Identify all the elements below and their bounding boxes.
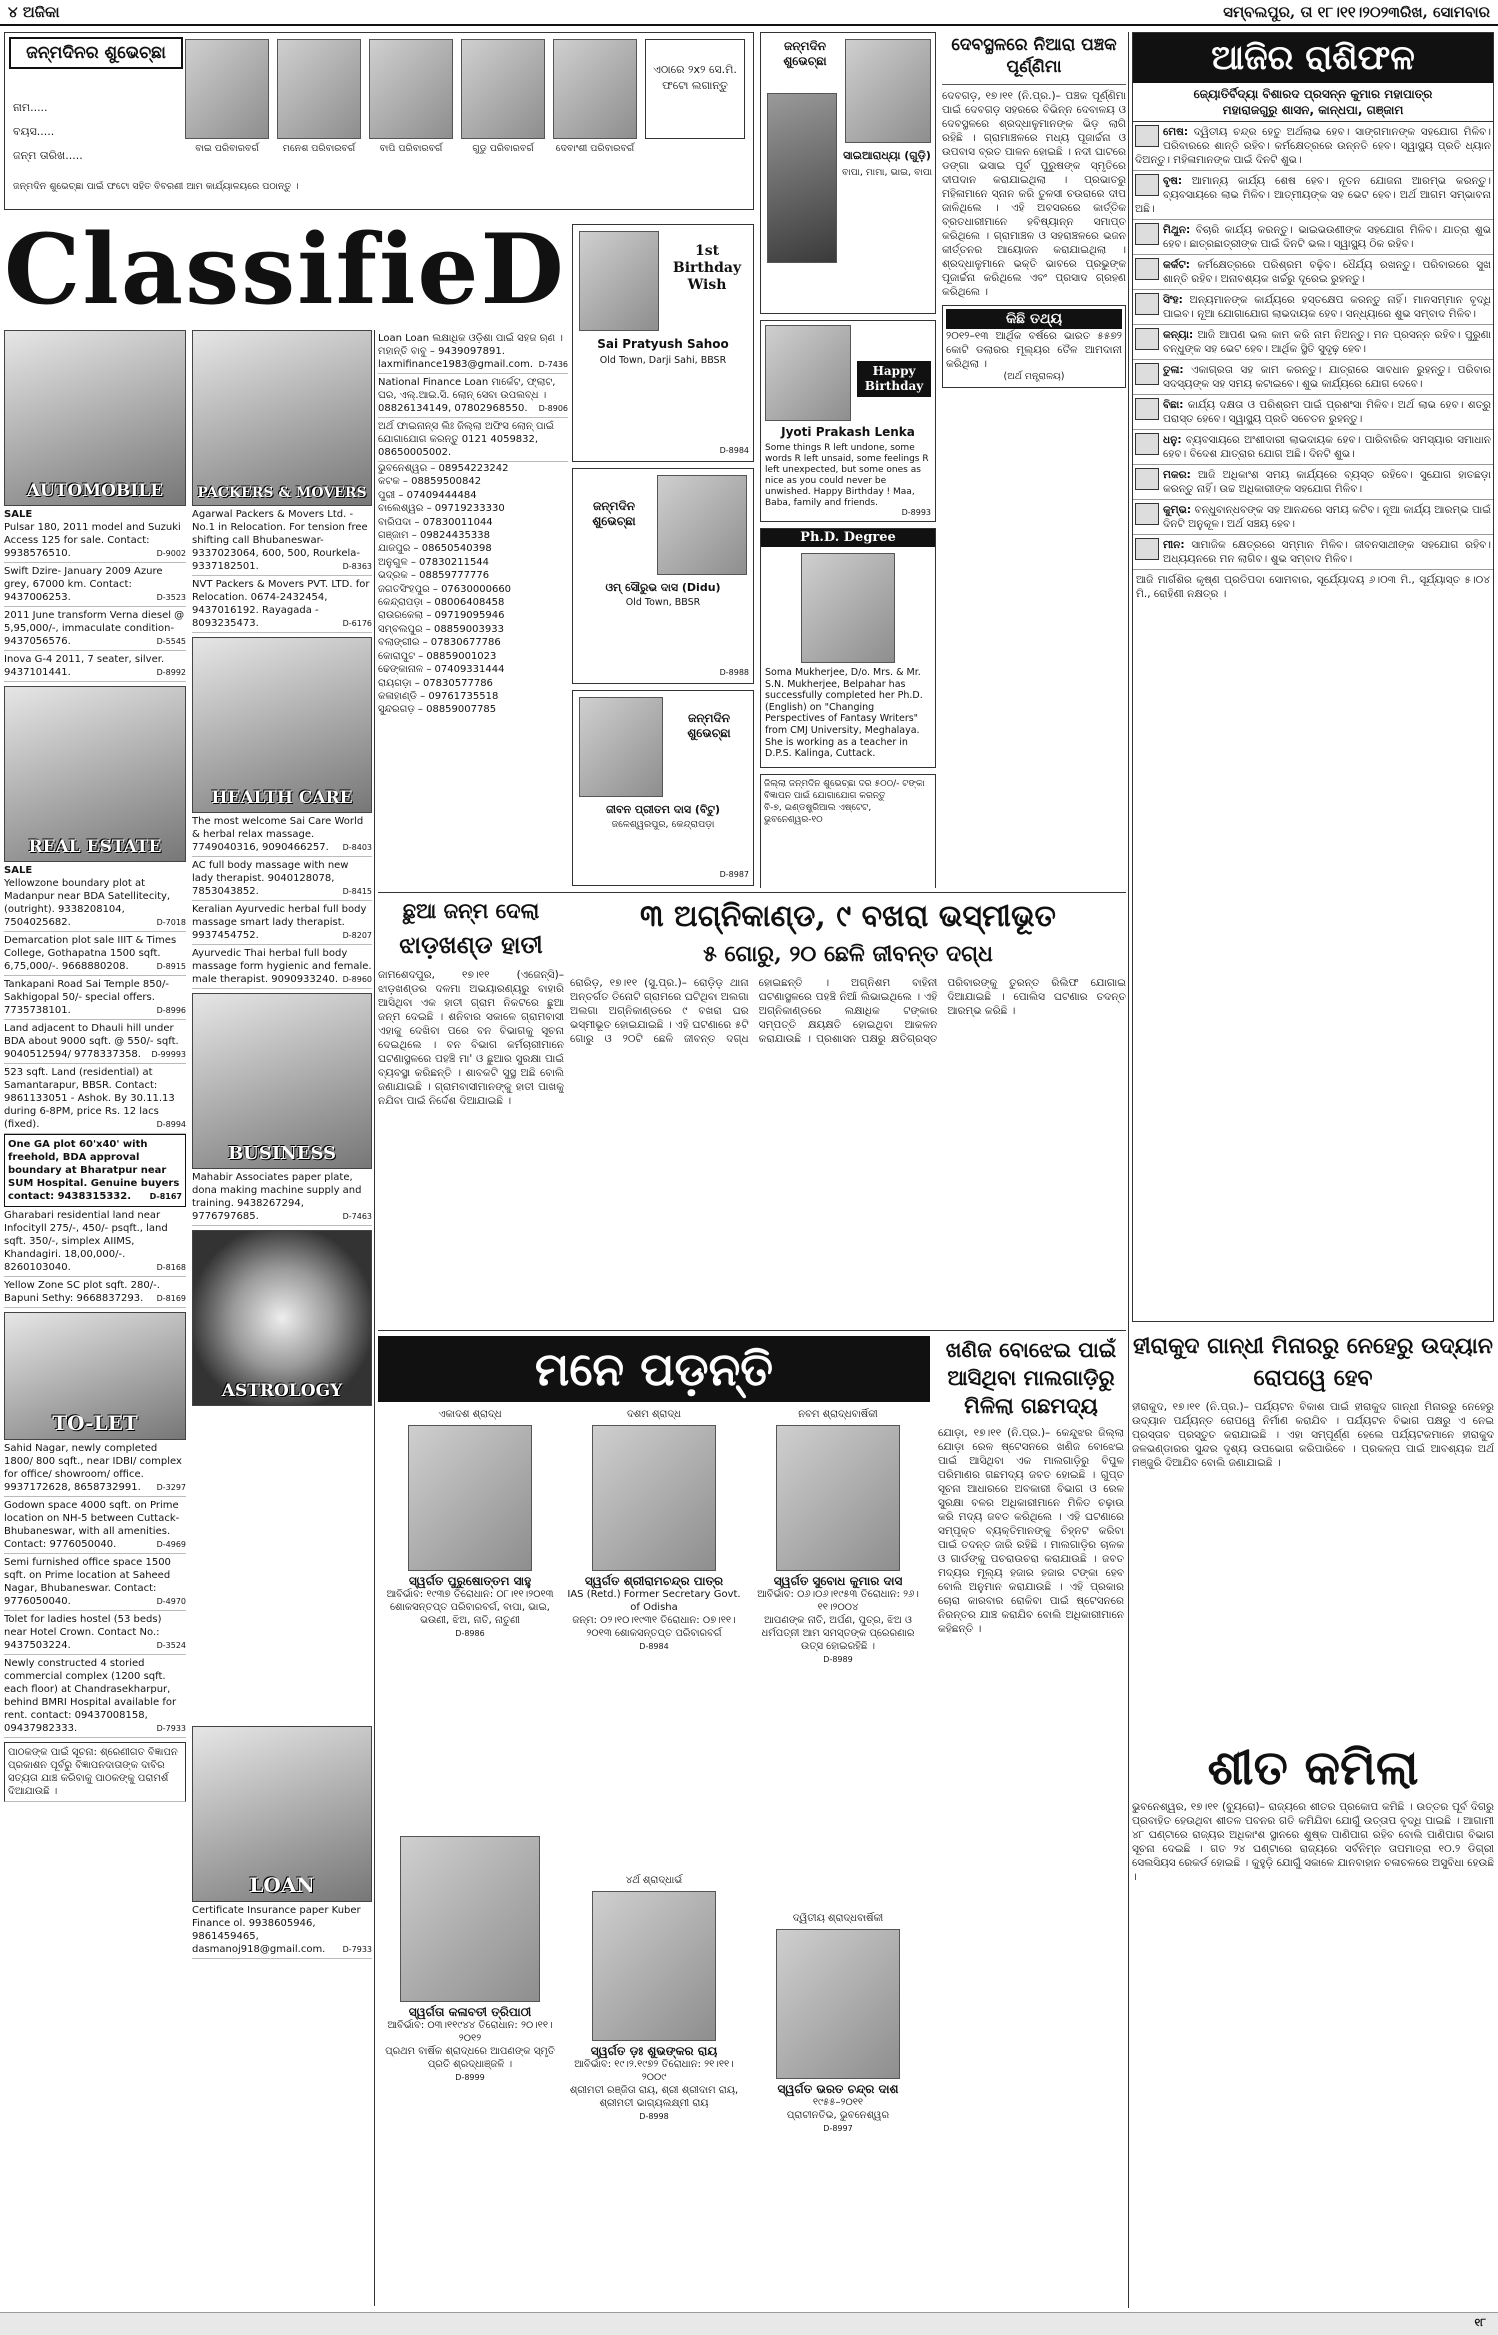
birthday-wishes-column	[572, 224, 754, 888]
city-row: ଭଦ୍ରକ – 08859777776	[378, 570, 490, 582]
ad-item: Tankapani Road Sai Temple 850/- Sakhigopal 50/- special offers. 7735738101. D-8996	[4, 976, 186, 1020]
ad-item: National Finance Loan ମାର୍କେଟ, ଫ୍ଲାଟ, ଘର, ଏଲ୍.ଆଇ.ସି. ଲୋନ୍ ସେବା ଉପଲବ୍ଧ । 08826134149, 07802968550. D-8906	[378, 374, 568, 418]
wish-label: 1st Birthday Wish	[672, 243, 742, 293]
flower-art	[767, 93, 837, 263]
city-row: କଟକ – 08859500842	[378, 476, 482, 488]
wish-message: Some things R left undone, some words R left unsaid, some feelings R left unexpected, but some ones as nice as you could never be unwished. Happy Birthday ! Maa, Baba, family and friends.	[765, 443, 929, 508]
rashi-leo: ସିଂହ: ଅନ୍ୟମାନଙ୍କ କାର୍ଯ୍ୟରେ ହସ୍ତକ୍ଷେପ କରନ୍ତୁ ନାହିଁ। ମାନସମ୍ମାନ ବୃଦ୍ଧି ପାଇବ। ନୂଆ ଯୋଗାଯୋଗ ଲାଭଦାୟକ ହେବ। ସନ୍ଧ୍ୟାରେ ଶୁଭ ସମ୍ବାଦ ମିଳିବ।	[1133, 290, 1493, 325]
city-row: କେନ୍ଦ୍ରାପଡ଼ା – 08006408458	[378, 597, 505, 609]
story-fire	[570, 896, 1126, 1326]
memoriam-name: ସ୍ୱର୍ଗତ ଶ୍ରୀରାମଚନ୍ଦ୍ର ପାତ୍ର	[584, 1574, 724, 1588]
form-field-name[interactable]: ନାମ.....	[13, 101, 48, 114]
ad-item: Keralian Ayurvedic herbal full body massage smart lady therapist. 9937454752. D-8207	[192, 901, 372, 945]
wish-card-3	[572, 690, 754, 886]
ad-item: Tolet for ladies hostel (53 beds) near Hotel Crown. Contact No.: 9437503224. D-3524	[4, 1611, 186, 1655]
form-field-dob[interactable]: ଜନ୍ମ ତାରିଖ.....	[13, 149, 83, 162]
story-title: ଶୀତ କମିଲା	[1207, 1740, 1419, 1796]
page-number-label: ୪ ଅଜିକା	[8, 3, 60, 21]
memoriam-person: ୪ର୍ଥ ଶ୍ରାଦ୍ଧାର୍ଭ ସ୍ୱର୍ଗତ ଡ଼ଃ ଶୁଭଙ୍କର ରାୟ ଆବିର୍ଭାବ: ୧୯।୨.୧୯୭୨ ତିରୋଧାନ: ୨୧।୧୧।୨୦୦୯ ଶ୍ରୀମତୀ ରଞ୍ଜିତା ରାୟ, ଶ୍ରୀ ଶ୍ରୀଦାମ ରାୟ, ଶ୍ରୀମତୀ ଭାଗ୍ୟଲକ୍ଷ୍ମୀ ରାୟ D-8998	[566, 1874, 742, 2123]
rashi-virgo: କନ୍ୟା: ଆଜି ଆପଣ ଭଲ କାମ କରି ନାମ ନିଅନ୍ତୁ। ମନ ପ୍ରସନ୍ନ ରହିବ। ପୁରୁଣା ବନ୍ଧୁଙ୍କ ସହ ଭେଟ ହେବ। ଆର୍ଥିକ ସ୍ଥିତି ସୁଦୃଢ଼ ହେବ।	[1133, 325, 1493, 360]
wish-code: D-8984	[719, 445, 749, 455]
fact-box-title: କିଛି ତଥ୍ୟ	[946, 309, 1122, 329]
wish-photo	[579, 697, 663, 797]
story-title: ୩ ଅଗ୍ନିକାଣ୍ଡ, ୯ ବଖରା ଭସ୍ମୀଭୂତ	[640, 899, 1056, 934]
phd-title: Ph.D. Degree	[761, 529, 935, 547]
column-rule	[374, 330, 375, 2306]
story-paddy	[942, 32, 1126, 852]
story-cold	[1132, 1736, 1494, 2306]
gemini-icon	[1135, 223, 1159, 245]
wish-photo	[657, 475, 747, 575]
rate-line: ଜିଲ୍ଲା ଜନ୍ମଦିନ ଶୁଭେଚ୍ଛା ଦର ୫୦୦/- ଟଙ୍କା	[764, 779, 925, 789]
caption-3: ବାପି ପରିବାରବର୍ଗ	[379, 143, 443, 154]
ad-item: Swift Dzire- January 2009 Azure grey, 67000 km. Contact: 9437006253. D-3523	[4, 563, 186, 607]
category-to-let: TO-LET	[4, 1312, 186, 1440]
wish-name: ଜୀବନ ପ୍ରୀତମ ଦାସ (ବିଟୁ)	[605, 803, 721, 816]
memoriam-person: ନବମ ଶ୍ରାଦ୍ଧବାର୍ଷିକୀ ସ୍ୱର୍ଗତ ସୁବୋଧ କୁମାର ଦାସ ଆବିର୍ଭାବ: ୦୬।୦୬।୧୯୫୩ ତିରୋଧାନ: ୨୬।୧୧।୨୦୦୪ ଆପଣଙ୍କ ନାତି, ଅର୍ପଣ, ପୁତ୍ର, ଝିଅ ଓ ଧର୍ମପତ୍ନୀ ଆମ ସମସ୍ତଙ୍କ ପ୍ରେରଣାର ଉତ୍ସ ହୋଇରହିଛି । D-8989	[750, 1408, 926, 1666]
birthday-form-note: ଜନ୍ମଦିନ ଶୁଭେଚ୍ଛା ପାଇଁ ଫଟୋ ସହିତ ବିବରଣୀ ଆମ କାର୍ଯ୍ୟାଳୟରେ ପଠାନ୍ତୁ ।	[13, 181, 299, 192]
wish-code: D-8993	[901, 507, 931, 517]
ad-item: AC full body massage with new lady therapist. 9040128078, 7853043852. D-8415	[192, 857, 372, 901]
memoriam-person: ଦ୍ୱିତୀୟ ଶ୍ରାଦ୍ଧବାର୍ଷିକୀ ସ୍ୱର୍ଗତ ଭରତ ଚନ୍ଦ୍ର ଦାଶ ୧୯୫୫–୨୦୧୧ ପ୍ରାଚୀନତିଭ, ଭୁବନେଶ୍ୱର D-8997	[750, 1912, 926, 2135]
wish-place: ବାପା, ମାମା, ଭାଇ, ବାପା	[841, 167, 933, 178]
sagittarius-icon	[1135, 433, 1159, 455]
fact-box-body: ୨୦୧୨–୧୩ ଆର୍ଥିକ ବର୍ଷରେ ଭାରତ ୫୫୭୨ କୋଟି ଡଲାରର ମୂଲ୍ୟର ତୈଳ ଆମଦାନୀ କରିଥିଲା ।	[946, 330, 1122, 370]
story-body: ହୀରାକୁଦ, ୧୭।୧୧ (ନି.ପ୍ର.)– ପର୍ଯ୍ୟଟନ ବିକାଶ ପାଇଁ ହୀରାକୁଦ ଗାନ୍ଧୀ ମିନାରରୁ ନେହେରୁ ଉଦ୍ୟାନ ପର୍ଯ୍ୟନ୍ତ ରୋପୱେ ନିର୍ମାଣ କରାଯିବ । ପର୍ଯ୍ୟଟନ ବିଭାଗ ପକ୍ଷରୁ ଏ ନେଇ ପ୍ରସ୍ତାବ ପ୍ରସ୍ତୁତ କରାଯାଇଛି । ଏହା ସମ୍ପୂର୍ଣ୍ଣ ହେଲେ ପର୍ଯ୍ୟଟକମାନେ ହୀରାକୁଦ ଜଳଭଣ୍ଡାରର ସୁନ୍ଦର ଦୃଶ୍ୟ ଉପଭୋଗ କରିପାରିବେ । ପ୍ରକଳ୍ପ ପାଇଁ ଆବଶ୍ୟକ ଅର୍ଥ ମଞ୍ଜୁରି ଦିଆଯିବ ବୋଲି ଜଣାଯାଇଛି ।	[1132, 1401, 1494, 1469]
rashi-capricorn: ମକର: ଆଜି ଅଧିକାଂଶ ସମୟ କାର୍ଯ୍ୟରେ ବ୍ୟସ୍ତ ରହିବେ। ସୁଯୋଗ ହାତଛଡ଼ା କରନ୍ତୁ ନାହିଁ। ଉଚ୍ଚ ଅଧିକାରୀଙ୍କ ସହଯୋଗ ମିଳିବ।	[1133, 465, 1493, 500]
cancer-icon	[1135, 258, 1159, 280]
city-row: ବାଲେଶ୍ୱର – 09719233330	[378, 503, 505, 515]
section-rule	[378, 892, 1126, 893]
ad-item: The most welcome Sai Care World & herbal relax massage. 7749040316, 9090466257. D-8403	[192, 813, 372, 857]
wish-name: Jyoti Prakash Lenka	[781, 425, 915, 439]
wish-photo	[765, 325, 851, 421]
column-rule	[1128, 32, 1129, 2308]
ad-item: SALE Yellowzone boundary plot at Madanpur near BDA Satellitecity, (outright). 9338208104, 7504025682. D-7018	[4, 862, 186, 932]
story-body: ଯୋଡ଼ା, ୧୭।୧୧ (ନି.ପ୍ର.)– କେନ୍ଦୁଝର ଜିଲ୍ଲା ଯୋଡ଼ା ରେଳ ଷ୍ଟେସନରେ ଖଣିଜ ବୋଝେଇ ପାଇଁ ଆସିଥିବା ଏକ ମାଲଗାଡ଼ିରୁ ବିପୁଳ ପରିମାଣର ଗଛମଦ୍ୟ ଜବତ ହୋଇଛି । ଗୁପ୍ତ ସୂଚନା ଆଧାରରେ ଅବକାରୀ ବିଭାଗ ଓ ରେଳ ସୁରକ୍ଷା ବଳର ଅଧିକାରୀମାନେ ମିଳିତ ଚଢ଼ାଉ କରି ମଦ୍ୟ ଜବତ କରିଥିଲେ । ଏହି ଘଟଣାରେ ସମ୍ପୃକ୍ତ ବ୍ୟକ୍ତିମାନଙ୍କୁ ଚିହ୍ନଟ କରିବା ପାଇଁ ତଦନ୍ତ ଜାରି ରହିଛି । ମାଲଗାଡ଼ିର ଚାଳକ ଓ ଗାର୍ଡଙ୍କୁ ପଚରାଉଚରା କରାଯାଉଛି । ଜବତ ମଦ୍ୟର ମୂଲ୍ୟ ହଜାର ହଜାର ଟଙ୍କା ହେବ ବୋଲି ଅନୁମାନ କରାଯାଉଛି । ଏହି ପ୍ରକାର ଚୋରା କାରବାର ରୋକିବା ପାଇଁ ଷ୍ଟେସନରେ ନିରନ୍ତର ଯାଞ୍ଚ କରାଯିବ ବୋଲି ଅଧିକାରୀମାନେ କହିଛନ୍ତି ।	[938, 1427, 1124, 1635]
ad-item: Land adjacent to Dhauli hill under BDA about 9000 sqft. @ 550/- sqft. 9040512594/ 9778337358. D-99993	[4, 1020, 186, 1064]
ad-item: Demarcation plot sale IIIT & Times College, Gothapatna 1500 sqft. 6,75,000/-. 9668880208. D-8915	[4, 932, 186, 976]
wish-photo	[579, 231, 659, 331]
wish-card-4	[760, 32, 936, 314]
category-real-estate: REAL ESTATE	[4, 686, 186, 862]
rashi-aquarius: କୁମ୍ଭ: ବନ୍ଧୁବାନ୍ଧବଙ୍କ ସହ ଆନନ୍ଦରେ ସମୟ କଟିବ। ନୂଆ କାର୍ଯ୍ୟ ଆରମ୍ଭ ପାଇଁ ଦିନଟି ଅନୁକୂଳ। ଅର୍ଥ ସଞ୍ଚୟ ହେବ।	[1133, 500, 1493, 535]
city-row: କୋରାପୁଟ – 08859001023	[378, 650, 497, 662]
ad-item: Loan Loan ଲକ୍ଷାଧିକ ଓଡ଼ିଶା ପାଇଁ ସହଜ ଋଣ । ମହାନ୍ତି ବାବୁ – 9439097891. laxmifinance1983@gmail.com. D-7436	[378, 330, 568, 374]
wish-label: Happy Birthday	[857, 361, 931, 397]
reader-notice: ପାଠକଙ୍କ ପାଇଁ ସୂଚନା: ଶ୍ରେଣୀଗତ ବିଜ୍ଞାପନ ପ୍ରକାଶନ ପୂର୍ବରୁ ବିଜ୍ଞାପନଦାତାଙ୍କ ଦାବିର ସତ୍ୟତା ଯାଞ୍ଚ କରିବାକୁ ପାଠକଙ୍କୁ ପରାମର୍ଶ ଦିଆଯାଉଛି ।	[4, 1742, 186, 1802]
memoriam-name: ସ୍ୱର୍ଗତା କଳାବତୀ ତ୍ରିପାଠୀ	[408, 2005, 532, 2019]
form-field-age[interactable]: ବୟସ.....	[13, 125, 55, 138]
child-photo-4	[461, 39, 545, 139]
category-health-care: HEALTH CARE	[192, 637, 372, 813]
memoriam-person: ଦଶମ ଶ୍ରାଦ୍ଧ ସ୍ୱର୍ଗତ ଶ୍ରୀରାମଚନ୍ଦ୍ର ପାତ୍ର IAS (Retd.) Former Secretary Govt. of Odisha ଜନ୍ମ: ୦୨।୧୦।୧୯୩୧ ତିରୋଧାନ: ୦୭।୧୧।୨୦୧୩ ଶୋକସନ୍ତପ୍ତ ପରିବାରବର୍ଗ D-8984	[567, 1409, 741, 1651]
story-body: ଦେବଗଡ଼, ୧୭।୧୧ (ନି.ପ୍ର.)– ପଞ୍ଚକ ପୂର୍ଣ୍ଣିମା ପାଇଁ ଦେବଗଡ଼ ସହରରେ ବିଭିନ୍ନ ଦେବାଳୟ ଓ ଦେବସ୍ଥଳରେ ଶ୍ରଦ୍ଧାଳୁମାନଙ୍କ ଭିଡ଼ ଲାଗି ରହିଛି । ଗ୍ରାମାଞ୍ଚଳରେ ମଧ୍ୟ ପୂଜାର୍ଚ୍ଚନା ଓ ଉପବାସ ବ୍ରତ ପାଳନ ହୋଇଛି । ନଦୀ ଘାଟରେ ଡଙ୍ଗା ଭସାଇ ପୂର୍ବ ପୁରୁଷଙ୍କ ସ୍ମୃତିରେ ଦୀପଦାନ କରାଯାଇଥିଲା । ପ୍ରଭାତରୁ ମହିଳାମାନେ ସ୍ନାନ କରି ତୁଳସୀ ଚଉରାରେ ଦୀପ ଜାଳିଥିଲେ । ଏହି ଅବସରରେ କାର୍ତ୍ତିକ ବ୍ରତଧାରୀମାନେ ହବିଷ୍ୟାନ୍ନ ସମାପ୍ତ କରିଥିଲେ । ଗ୍ରାମାଞ୍ଚଳ ଓ ସହରାଞ୍ଚଳରେ ଭଜନ କୀର୍ତ୍ତନର ଆୟୋଜନ କରାଯାଇଥିଲା । ଶ୍ରଦ୍ଧାଳୁମାନେ ଭକ୍ତି ଭାବରେ ପ୍ରଭୁଙ୍କ ପୂଜାର୍ଚ୍ଚନା କରିଥିଲେ ଏବଂ ପ୍ରସାଦ ଗ୍ରହଣ କରିଥିଲେ ।	[942, 90, 1126, 298]
memoriam-person: ଏକାଦଶ ଶ୍ରାଦ୍ଧ ସ୍ୱର୍ଗତ ପୁରୁଷୋତ୍ତମ ସାହୁ ଆବିର୍ଭାବ: ୧୯୩୭ ତିରୋଧାନ: ୦୮।୧୧।୨୦୧୩ ଶୋକସନ୍ତପ୍ତ ପରିବାରବର୍ଗ, ବାପା, ଭାଇ, ଭଉଣୀ, ଝିଅ, ନାତି, ନାତୁଣୀ D-8986	[382, 1408, 558, 1640]
memoriam-person: ସ୍ୱର୍ଗତା କଳାବତୀ ତ୍ରିପାଠୀ ଆବିର୍ଭାବ: ୦୩।୧୧୯୪୪ ତିରୋଧାନ: ୨୦।୧୧।୨୦୧୨ ପ୍ରଥମ ବାର୍ଷିକ ଶ୍ରାଦ୍ଧରେ ଆପଣଙ୍କ ସ୍ମୃତି ପ୍ରତି ଶ୍ରଦ୍ଧାଞ୍ଜଳି । D-8999	[382, 1832, 558, 2084]
memoriam-grid	[378, 1402, 930, 2302]
ad-item: Agarwal Packers & Movers Ltd. - No.1 in Relocation. For tension free shifting call Bhubaneswar- 9337023064, 600, 500, Rourkela-9337182501. D-8363	[192, 506, 372, 576]
story-body: ଭୁବନେଶ୍ୱର, ୧୭।୧୧ (ବ୍ୟୁରୋ)– ରାଜ୍ୟରେ ଶୀତର ପ୍ରକୋପ କମିଛି । ଉତ୍ତର ପୂର୍ବ ଦିଗରୁ ପ୍ରବାହିତ ହେଉଥିବା ଶୀତଳ ପବନର ଗତି କମିଯିବା ଯୋଗୁଁ ଉତ୍ତାପ ବୃଦ୍ଧି ପାଇଛି । ଆଗାମୀ ୪୮ ଘଣ୍ଟାରେ ରାଜ୍ୟର ଅଧିକାଂଶ ସ୍ଥାନରେ ଶୁଷ୍କ ପାଣିପାଗ ରହିବ ବୋଲି ପାଣିପାଗ ବିଭାଗ ସୂଚନା ଦେଇଛି । ଗତ ୨୪ ଘଣ୍ଟାରେ ରାଜ୍ୟରେ ସର୍ବନିମ୍ନ ତାପମାତ୍ରା ୧୦.୨ ଡିଗ୍ରୀ ସେଲସିୟସ ରେକର୍ଡ ହୋଇଛି । କୁହୁଡ଼ି ଯୋଗୁଁ ସକାଳେ ଯାନବାହାନ ଚଳାଚଳରେ ଅସୁବିଧା ହେଉଛି ।	[1132, 1801, 1494, 1883]
story-body: ରୋରିଡ଼, ୧୭।୧୧ (ସୁ.ପ୍ର.)– ରୋଡ଼ିଡ଼ ଥାନା ଅନ୍ତର୍ଗତ ତିନୋଟି ଗ୍ରାମରେ ଘଟିଥିବା ଅଲଗା ଅଲଗା ଅଗ୍ନିକାଣ୍ଡରେ ୯ ବଖରା ଘର ଭସ୍ମୀଭୂତ ହୋଇଯାଇଛି । ଏହି ଘଟଣାରେ ୫ଟି ଗୋରୁ ଓ ୨୦ଟି ଛେଳି ଜୀବନ୍ତ ଦଗ୍ଧ ହୋଇଛନ୍ତି । ଅଗ୍ନିଶମ ବାହିନୀ ଘଟଣାସ୍ଥଳରେ ପହଞ୍ଚି ନିଆଁ ଲିଭାଇଥିଲେ । ଏହି ଅଗ୍ନିକାଣ୍ଡରେ ଲକ୍ଷାଧିକ ଟଙ୍କାର ସମ୍ପତ୍ତି କ୍ଷୟକ୍ଷତି ହୋଇଥିବା ଆକଳନ କରାଯାଉଛି । ପ୍ରଶାସନ ପକ୍ଷରୁ କ୍ଷତିଗ୍ରସ୍ତ ପରିବାରଙ୍କୁ ତୁରନ୍ତ ରିଲିଫ ଯୋଗାଇ ଦିଆଯାଇଛି । ପୋଲିସ ଘଟଣାର ତଦନ୍ତ ଆରମ୍ଭ କରିଛି ।	[570, 977, 1126, 1045]
city-row: ପୁରୀ – 07409444484	[378, 489, 477, 501]
memoriam-photo	[592, 1425, 716, 1571]
wish-name: ସାଇଆରାଧ୍ୟା (ଗୁଡ଼ି)	[843, 149, 931, 162]
city-row: ଗଞ୍ଜାମ – 09824435338	[378, 530, 490, 542]
page-header	[0, 0, 1498, 26]
memoriam-photo	[408, 1425, 532, 1571]
ad-item: Ayurvedic Thai herbal full body massage form hygienic and female. male therapist. 9090933240. D-8960	[192, 945, 372, 989]
city-row: ରାୟଗଡ଼ା – 07830577786	[378, 677, 493, 689]
pisces-icon	[1135, 538, 1159, 560]
story-mining	[938, 1336, 1124, 2306]
virgo-icon	[1135, 328, 1159, 350]
story-title: ହୀରାକୁଦ ଗାନ୍ଧୀ ମିନାରରୁ ନେହେରୁ ଉଦ୍ୟାନ ରୋପୱେ ହେବ	[1133, 1333, 1493, 1391]
loan-column	[378, 330, 568, 890]
child-photo-5	[553, 39, 637, 139]
rashi-sagittarius: ଧନୁ: ବ୍ୟବସାୟରେ ଅଂଶୀଦାରୀ ଲାଭଦାୟକ ହେବ। ପାରିବାରିକ ସମସ୍ୟାର ସମାଧାନ ହେବ। ବିଦେଶ ଯାତ୍ରାର ଯୋଗ ଅଛି। ଦିନଟି ଶୁଭ।	[1133, 430, 1493, 465]
city-row: ଭୁବନେଶ୍ୱର – 08954223242	[378, 463, 509, 474]
city-number-list	[378, 462, 568, 717]
category-business: BUSINESS	[192, 993, 372, 1169]
ad-item: Inova G-4 2011, 7 seater, silver. 9437101441. D-8992	[4, 651, 186, 682]
story-elephant	[378, 896, 564, 1326]
story-title: ଝାଡ଼ଖଣ୍ଡ ହାତୀ	[399, 930, 543, 959]
memoriam-name: ସ୍ୱର୍ଗତ ପୁରୁଷୋତ୍ତମ ସାହୁ	[408, 1574, 532, 1588]
ad-item: ଅର୍ଥ ଫାଇନାନ୍ସ ଲିଃ ଜିଲ୍ଲା ଅଫିସ ଲୋନ୍ ପାଇଁ ଯୋଗାଯୋଗ କରନ୍ତୁ 0121 4059832, 08650005002.	[378, 418, 568, 462]
child-photo-2	[277, 39, 361, 139]
child-photo-1	[185, 39, 269, 139]
ad-item: Gharabari residential land near Infocityll 275/-, 450/- psqft., land sqft. 350/-, simplex AIIMS, Khandagiri. 18,00,000/-. 8260103040. D-8168	[4, 1207, 186, 1277]
child-photo-3	[369, 39, 453, 139]
ad-item: Sahid Nagar, newly completed 1800/ 800 sqft., near IDBI/ complex for office/ showroom/ office. 9937172628, 8658732991. D-3297	[4, 1440, 186, 1497]
wish-label: ଜନ୍ମଦିନ ଶୁଭେଚ୍ଛା	[783, 39, 827, 68]
rashi-cancer: କର୍କଟ: କର୍ମକ୍ଷେତ୍ରରେ ପରିଶ୍ରମ ବଢ଼ିବ। ଧୈର୍ଯ୍ୟ ରଖନ୍ତୁ। ପରିବାରରେ ସୁଖ ଶାନ୍ତି ରହିବ। ଅନାବଶ୍ୟକ ଖର୍ଚ୍ଚରୁ ଦୂରେଇ ରୁହନ୍ତୁ।	[1133, 255, 1493, 290]
rashifal-section	[1132, 32, 1494, 1322]
caption-2: ମନେଶ ପରିବାରବର୍ଗ	[282, 143, 356, 154]
story-kicker: ଛୁଆ ଜନ୍ମ ଦେଲା	[402, 898, 540, 923]
wish-name: Sai Pratyush Sahoo	[597, 337, 729, 351]
ad-rates-box	[760, 774, 936, 888]
wish-place: Old Town, BBSR	[625, 597, 701, 608]
memoriam-photo	[776, 1425, 900, 1571]
caption-4: ଗୁଡୁ ପରିବାରବର୍ଗ	[472, 143, 534, 154]
city-row: ଢେଙ୍କାନାଳ – 07409331444	[378, 664, 505, 676]
ad-item-boxed: One GA plot 60'x40' with freehold, BDA approval boundary at Bharatpur near SUM Hospital. Genuine buyers contact: 9438315332. D-8167	[4, 1134, 186, 1207]
page-footer	[0, 2312, 1498, 2335]
fact-box	[942, 305, 1126, 388]
wish-name: ଓମ୍ ସୌରୁଭ ଦାସ (Didu)	[605, 581, 721, 594]
wish-label: ଜନ୍ମଦିନ ଶୁଭେଚ୍ଛା	[687, 711, 731, 740]
phd-text: Soma Mukherjee, D/o. Mrs. & Mr. S.N. Mukherjee, Belpahar has successfully completed her Ph.D. (English) on "Changing Perspectives of Fantasy Writers" from CMJ University, Meghalaya. She is working as a teacher in D.P.S. Kalinga, Cuttack.	[765, 667, 923, 760]
caption-1: ବାଇ ପରିବାରବର୍ଗ	[195, 143, 259, 154]
caption-5: ଦେବାଂଶୀ ପରିବାରବର୍ଗ	[555, 143, 635, 154]
wish-place: Old Town, Darji Sahi, BBSR	[599, 355, 727, 366]
category-packers-movers: PACKERS & MOVERS	[192, 330, 372, 506]
memoriam-title: ମନେ ପଡ଼ନ୍ତି	[378, 1336, 930, 1402]
ad-item: Godown space 4000 sqft. on Prime location on NH-5 between Cuttack- Bhubaneswar, with all amenities. Contact: 9776050040. D-4969	[4, 1497, 186, 1554]
birthday-form-title: ଜନ୍ମଦିନର ଶୁଭେଚ୍ଛା	[9, 37, 183, 69]
ad-item: Semi furnished office space 1500 sqft. on Prime location at Saheed Nagar, Bhubaneswar. Contact: 9776050040. D-4970	[4, 1554, 186, 1611]
phd-photo	[801, 553, 895, 663]
classified-column-2	[192, 330, 372, 2310]
ad-item: SALE Pulsar 180, 2011 model and Suzuki Access 125 for sale. Contact: 9938576510. D-9002	[4, 506, 186, 563]
libra-icon	[1135, 363, 1159, 385]
rashi-aries: ମେଷ: ଦ୍ୱିତୀୟ ଚନ୍ଦ୍ର ହେତୁ ଅର୍ଥଲାଭ ହେବ। ସାଙ୍ଗମାନଙ୍କ ସହଯୋଗ ମିଳିବ। ପରିବାରରେ ଶାନ୍ତି ରହିବ। କର୍ମକ୍ଷେତ୍ରରେ ଉନ୍ନତି ହେବ। ସ୍ୱାସ୍ଥ୍ୟ ପ୍ରତି ଧ୍ୟାନ ଦିଅନ୍ତୁ। ମହିଳାମାନଙ୍କ ପାଇଁ ଦିନଟି ଶୁଭ।	[1133, 122, 1493, 171]
rashi-taurus: ବୃଷ: ଆମାନ୍ୟ କାର୍ଯ୍ୟ ଶେଷ ହେବ। ନୂତନ ଯୋଜନା ଆରମ୍ଭ କରନ୍ତୁ। ବ୍ୟବସାୟରେ ଲାଭ ମିଳିବ। ଆତ୍ମୀୟଙ୍କ ସହ ଭେଟ ହେବ। ଅର୍ଥ ଆଗମ ସମ୍ଭାବନା ଅଛି।	[1133, 171, 1493, 220]
city-row: କଳାହାଣ୍ଡି – 09761735518	[378, 690, 499, 702]
story-subtitle: ୫ ଗୋରୁ, ୨୦ ଛେଳି ଜୀବନ୍ତ ଦଗ୍ଧ	[703, 941, 993, 967]
ad-item: 523 sqft. Land (residential) at Samantarapur, BBSR. Contact: 9861133051 - Ashok. By 30.11.13 during 6-8PM, price Rs. 12 lacs (fixed). D-8994	[4, 1064, 186, 1134]
fact-box-source: (ଅର୍ଥ ମନ୍ତ୍ରାଳୟ)	[1003, 371, 1065, 382]
leo-icon	[1135, 293, 1159, 315]
wish-label: ଜନ୍ମଦିନ ଶୁଭେଚ୍ଛା	[592, 499, 636, 528]
wishes-phd-column	[760, 32, 936, 888]
wish-code: D-8988	[719, 667, 749, 677]
city-row: ବାରିପଦା – 07830011044	[378, 516, 493, 528]
date-line: ସମ୍ବଲପୁର, ତା ୧୮।୧୧।୨୦୨୩ରିଖ, ସୋମବାର	[1223, 3, 1490, 21]
wish-code: D-8987	[719, 869, 749, 879]
memoriam-name: ସ୍ୱର୍ଗତ ଭରତ ଚନ୍ଦ୍ର ଦାଶ	[777, 2082, 899, 2096]
rashi-pisces: ମୀନ: ସାମାଜିକ କ୍ଷେତ୍ରରେ ସମ୍ମାନ ମିଳିବ। ଜୀବନସାଥୀଙ୍କ ସହଯୋଗ ରହିବ। ଅଧ୍ୟୟନରେ ମନ ଲାଗିବ। ଶୁଭ ସମ୍ବାଦ ମିଳିବ।	[1133, 535, 1493, 570]
ad-item: NVT Packers & Movers PVT. LTD. for Relocation. 0674-2432454, 9437016192. Rayagada - 8093235473. D-6176	[192, 576, 372, 633]
rate-line: ବିଜ୍ଞାପନ ପାଇଁ ଯୋଗାଯୋଗ କରନ୍ତୁ	[764, 791, 886, 801]
wish-card-2	[572, 468, 754, 684]
category-loan: LOAN	[192, 1726, 372, 1902]
wish-place: ଜଳେଶ୍ୱରପୁର, କେନ୍ଦ୍ରାପଡ଼ା	[611, 819, 715, 830]
memoriam-section	[378, 1336, 930, 2306]
photo-placeholder-box: ଏଠାରେ ୨x୨ ସେ.ମି. ଫଟୋ ଲଗାନ୍ତୁ	[645, 39, 745, 139]
category-automobile: AUTOMOBILE	[4, 330, 186, 506]
ad-item: Newly constructed 4 storied commercial complex (1200 sqft. each floor) at Chandrasekharpur, behind BMRI Hospital available for rent. contact: 09437008158, 09437982333. D-7933	[4, 1655, 186, 1738]
memoriam-name: ସ୍ୱର୍ଗତ ଡ଼ଃ ଶୁଭଙ୍କର ରାୟ	[590, 2044, 718, 2058]
memoriam-photo	[776, 1929, 900, 2079]
capricorn-icon	[1135, 468, 1159, 490]
birthday-form	[4, 32, 754, 210]
scorpio-icon	[1135, 398, 1159, 420]
rashifal-byline: ଜ୍ୟୋତିର୍ବିଦ୍ୟା ବିଶାରଦ ପ୍ରସନ୍ନ କୁମାର ମହାପାତ୍ର	[1193, 87, 1433, 101]
footer-page-number: ୧୮	[1474, 2316, 1486, 2329]
city-row: ଯାଜପୁର – 08650540398	[378, 543, 492, 555]
story-body: ଜାମଶେଦପୁର, ୧୭।୧୧ (ଏଜେନ୍ସି)– ଝାଡ଼ଖଣ୍ଡର ଦଳମା ଅଭୟାରଣ୍ୟରୁ ବାହାରି ଆସିଥିବା ଏକ ହାତୀ ଗ୍ରାମ ନିକଟରେ ଛୁଆ ଜନ୍ମ ଦେଇଛି । ଶନିବାର ସକାଳେ ଗ୍ରାମବାସୀ ଏହାକୁ ଦେଖିବା ପରେ ବନ ବିଭାଗକୁ ସୂଚନା ଦେଇଥିଲେ । ବନ ବିଭାଗ କର୍ମଚାରୀମାନେ ଘଟଣାସ୍ଥଳରେ ପହଞ୍ଚି ମା' ଓ ଛୁଆର ସୁରକ୍ଷା ପାଇଁ ବ୍ୟବସ୍ଥା କରିଛନ୍ତି । ଶାବକଟି ସୁସ୍ଥ ଅଛି ବୋଲି ଜଣାଯାଇଛି । ଗ୍ରାମବାସୀମାନଙ୍କୁ ହାତୀ ପାଖକୁ ନଯିବା ପାଇଁ ନିର୍ଦ୍ଦେଶ ଦିଆଯାଇଛି ।	[378, 969, 564, 1107]
memoriam-name: ସ୍ୱର୍ଗତ ସୁବୋଧ କୁମାର ଦାସ	[773, 1574, 903, 1588]
wish-photo	[845, 39, 931, 143]
classified-column-1	[4, 330, 186, 2310]
city-row: ବଲାଙ୍ଗୀର – 07830677786	[378, 637, 501, 649]
section-rule	[378, 1330, 1126, 1331]
city-row: ଜଗତସିଂହପୁର – 07630000660	[378, 583, 512, 595]
ad-item: Mahabir Associates paper plate, dona making machine supply and training. 9438267294, 9776797685. D-7463	[192, 1169, 372, 1226]
taurus-icon	[1135, 174, 1159, 196]
memoriam-photo	[592, 1891, 716, 2041]
wish-card-1	[572, 224, 754, 462]
phd-notice	[760, 528, 936, 768]
category-astrology: ASTROLOGY	[192, 1230, 372, 1406]
rashifal-title: ଆଜିର ରାଶିଫଳ	[1133, 33, 1493, 83]
city-row: ସୁନ୍ଦରଗଡ଼ – 08859007785	[378, 704, 497, 716]
rashi-gemini: ମିଥୁନ: ବିଚାରି କାର୍ଯ୍ୟ କରନ୍ତୁ। ଭାଇଭଉଣୀଙ୍କ ସହଯୋଗ ମିଳିବ। ଯାତ୍ରା ଶୁଭ ହେବ। ଛାତ୍ରଛାତ୍ରୀଙ୍କ ପାଇଁ ଦିନଟି ଭଲ। ସ୍ୱାସ୍ଥ୍ୟ ଠିକ ରହିବ।	[1133, 220, 1493, 255]
aquarius-icon	[1135, 503, 1159, 525]
story-ropeway	[1132, 1330, 1494, 1730]
city-row: ସମ୍ବଲପୁର – 08859003933	[378, 623, 504, 635]
rashi-scorpio: ବିଛା: କାର୍ଯ୍ୟ ଦକ୍ଷତା ଓ ପରିଶ୍ରମ ପାଇଁ ପ୍ରଶଂସା ମିଳିବ। ଅର୍ଥ ଲାଭ ହେବ। ଶତ୍ରୁ ପରାସ୍ତ ହେବେ। ସ୍ୱାସ୍ଥ୍ୟ ପ୍ରତି ସଚେତନ ରୁହନ୍ତୁ।	[1133, 395, 1493, 430]
rashifal-byline-2: ମହାରାଜଗୁରୁ ଶାସନ, କାନ୍ଧପା, ଗଞ୍ଜାମ	[1133, 102, 1493, 122]
city-row: ରାଉରକେଲା – 09719095946	[378, 610, 505, 622]
city-row: ଅନୁଗୁଳ – 07830211544	[378, 556, 490, 568]
rashi-libra: ତୁଳା: ଏକାଗ୍ରତା ସହ କାମ କରନ୍ତୁ। ଯାତ୍ରାରେ ସାବଧାନ ରୁହନ୍ତୁ। ପରିବାର ସଦସ୍ୟଙ୍କ ସହ ସମୟ କଟାଇବେ। ଶୁଭ କାର୍ଯ୍ୟରେ ଯୋଗ ଦେବେ।	[1133, 360, 1493, 395]
panjika-footer: ଆଜି ମାର୍ଗଶିର କୃଷ୍ଣ ପ୍ରତିପଦା ସୋମବାର, ସୂର୍ଯ୍ୟୋଦୟ ୬।୦୩ ମି., ସୂର୍ଯ୍ୟାସ୍ତ ୫।୦୪ ମି., ରୋହିଣୀ ନକ୍ଷତ୍ର ।	[1136, 574, 1490, 600]
ad-item: 2011 June transform Verna diesel @ 5,95,000/-, immaculate condition-9437056576. D-5545	[4, 607, 186, 651]
ad-item: Yellow Zone SC plot sqft. 280/-. Bapuni Sethy: 9668837293. D-8169	[4, 1277, 186, 1308]
memoriam-photo	[400, 1836, 540, 2002]
story-title: ଦେବସ୍ଥଳରେ ନିଆରା ପଞ୍ଚକ ପୂର୍ଣ୍ଣିମା	[942, 32, 1126, 85]
story-title: ଖଣିଜ ବୋଝେଇ ପାଇଁ ଆସିଥିବା ମାଲଗାଡ଼ିରୁ ମିଳିଲା ଗଛମଦ୍ୟ	[945, 1337, 1117, 1418]
rate-address: ବି-୭, ଇଣ୍ଡଷ୍ଟ୍ରିଆଲ ଏଷ୍ଟେଟ, ଭୁବନେଶ୍ୱର-୧୦	[764, 803, 872, 825]
aries-icon	[1135, 125, 1159, 147]
classified-title: ClassifieD	[4, 213, 566, 326]
ad-item: Certificate Insurance paper Kuber Finance ol. 9938605946, 9861459465, dasmanoj918@gmail.com. D-7933	[192, 1902, 372, 1959]
wish-card-5	[760, 320, 936, 522]
